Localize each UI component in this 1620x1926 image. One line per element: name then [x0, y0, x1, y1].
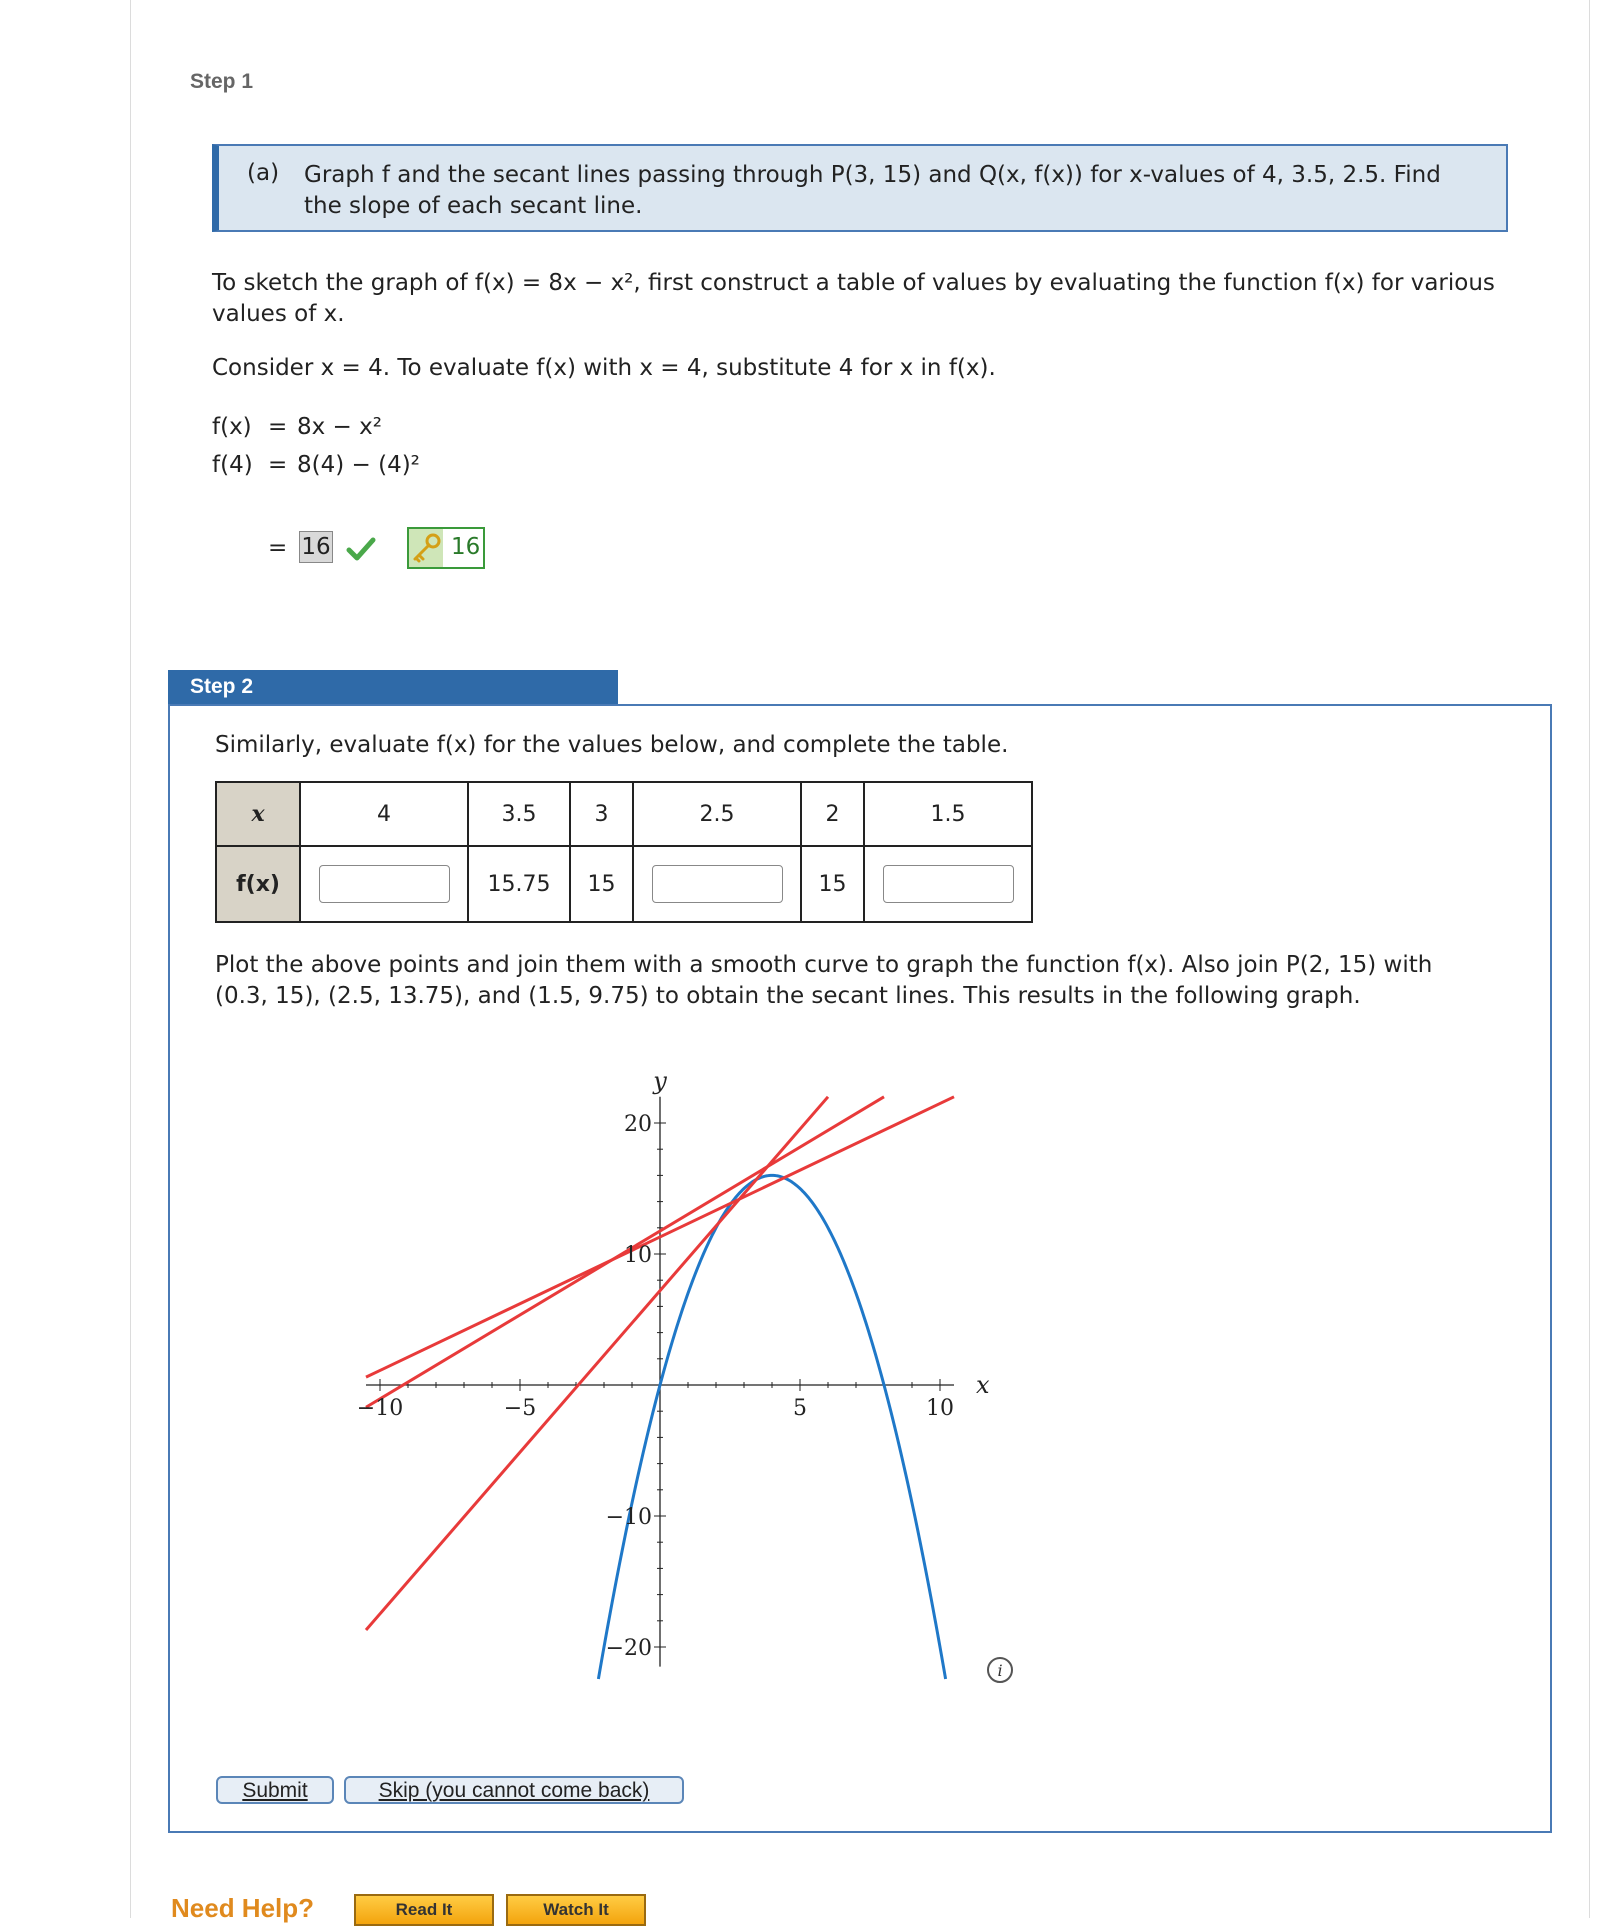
- y-tick-label: −20: [605, 1636, 652, 1661]
- need-help-label: Need Help?: [171, 1893, 315, 1923]
- step2-intro: Similarly, evaluate f(x) for the values below, and complete the table.: [215, 732, 1009, 758]
- table-fx-header: f(x): [216, 846, 300, 922]
- step1-label: Step 1: [190, 70, 254, 93]
- page-right-border: [1589, 0, 1590, 1918]
- x-tick-label: −5: [503, 1396, 537, 1421]
- table-x-cell: 3.5: [468, 782, 570, 846]
- table-x-header: x: [216, 782, 300, 846]
- watch-it-button[interactable]: Watch It: [506, 1894, 646, 1926]
- key-icon: [409, 529, 443, 567]
- table-x-cell: 4: [300, 782, 468, 846]
- step2-label: Step 2: [168, 670, 618, 704]
- table-x-cell: 3: [570, 782, 633, 846]
- table-x-cell: 2.5: [633, 782, 801, 846]
- values-table: [215, 781, 1033, 923]
- fx-input-4[interactable]: [319, 865, 450, 903]
- answer-field[interactable]: 16: [299, 531, 333, 563]
- y-tick-label: 20: [624, 1112, 652, 1137]
- eq1-equals: =: [268, 414, 288, 440]
- info-icon[interactable]: [985, 1655, 1015, 1685]
- fx-input-2-5[interactable]: [652, 865, 783, 903]
- x-tick-label: −10: [356, 1396, 404, 1421]
- eq1-rhs: 8x − x²: [297, 414, 382, 440]
- table-fx-cell: [300, 846, 468, 922]
- intro-text: To sketch the graph of f(x) = 8x − x², first construct a table of values by evaluating the function f(x) for various values of x.: [212, 270, 1495, 327]
- secant-line-3: [366, 1097, 828, 1630]
- table-fx-cell: [864, 846, 1032, 922]
- y-axis-label: y: [653, 1066, 667, 1095]
- eq1-lhs: f(x): [212, 414, 252, 440]
- table-x-cell: 2: [801, 782, 864, 846]
- function-graph: [340, 1040, 1040, 1690]
- table-fx-cell: 15.75: [468, 846, 570, 922]
- question-box: [212, 144, 1508, 232]
- y-tick-label: −10: [605, 1505, 652, 1530]
- page-left-border: [130, 0, 131, 1918]
- submit-button[interactable]: Submit: [216, 1776, 334, 1804]
- question-text: Graph f and the secant lines passing through P(3, 15) and Q(x, f(x)) for x-values of 4, 3.5, 2.5. Find the slope of each secant line.: [304, 162, 1441, 219]
- eq2-rhs: 8(4) − (4)²: [297, 452, 420, 478]
- question-part: (a): [247, 160, 280, 186]
- x-tick-label: 10: [926, 1396, 954, 1421]
- table-fx-cell: 15: [801, 846, 864, 922]
- read-it-button[interactable]: Read It: [354, 1894, 494, 1926]
- x-axis-label: x: [976, 1371, 990, 1399]
- skip-button[interactable]: Skip (you cannot come back): [344, 1776, 684, 1804]
- key-value: 16: [451, 534, 481, 560]
- eq3-equals: =: [268, 535, 288, 561]
- svg-text:i: i: [997, 1661, 1003, 1680]
- key-answer: [407, 527, 485, 569]
- x-tick-label: 5: [793, 1396, 807, 1421]
- table-fx-cell: 15: [570, 846, 633, 922]
- eq2-lhs: f(4): [212, 452, 253, 478]
- consider-text: Consider x = 4. To evaluate f(x) with x = 4, substitute 4 for x in f(x).: [212, 355, 996, 381]
- table-fx-cell: [633, 846, 801, 922]
- fx-input-1-5[interactable]: [883, 865, 1014, 903]
- y-tick-label: 10: [624, 1243, 652, 1268]
- table-x-cell: 1.5: [864, 782, 1032, 846]
- plot-text: Plot the above points and join them with a smooth curve to graph the function f(x). Also join P(2, 15) with (0.3, 15), (2.5, 13.75), and (1.5, 9.75) to obtain the secant lines. This results in the following graph.: [215, 952, 1433, 1009]
- check-icon: [346, 536, 376, 562]
- eq2-equals: =: [268, 452, 288, 478]
